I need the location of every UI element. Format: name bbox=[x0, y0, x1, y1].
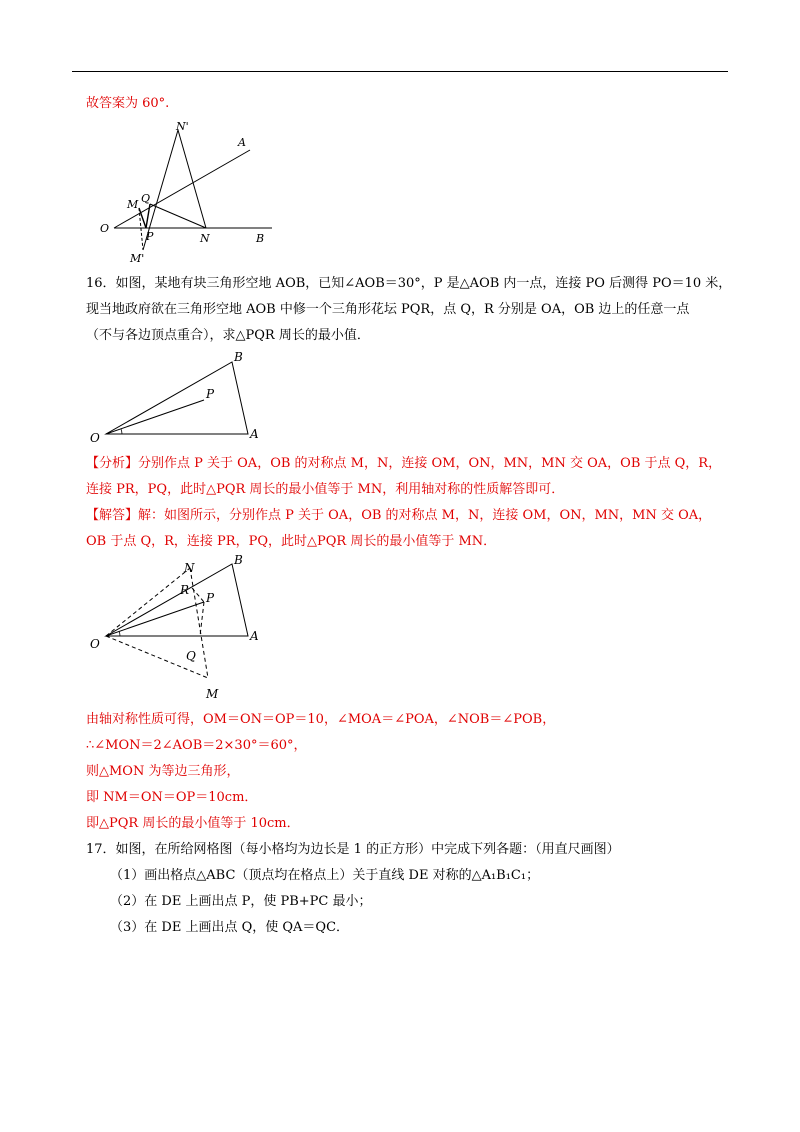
q16-line-1: 16．如图，某地有块三角形空地 AOB，已知∠AOB＝30°，P 是△AOB 内一点，连接 PO 后测得 PO＝10 米， bbox=[86, 276, 732, 291]
analysis-line-1: 【分析】分别作点 P 关于 OA，OB 的对称点 M，N，连接 OM，ON，MN，MN 交 OA，OB 于点 Q，R， bbox=[86, 456, 722, 471]
label-p: P bbox=[206, 591, 215, 605]
label-r: R bbox=[180, 583, 190, 597]
solution-line-1: 【解答】解：如图所示，分别作点 P 关于 OA，OB 的对称点 M，N，连接 OM，ON，MN，MN 交 OA， bbox=[86, 508, 712, 523]
derivation-line-4: 即 NM＝ON＝OP＝10cm． bbox=[86, 790, 258, 805]
label-b: B bbox=[256, 232, 265, 245]
q17-item-2: （2）在 DE 上画出点 P，使 PB+PC 最小； bbox=[110, 894, 372, 909]
label-o: O bbox=[100, 222, 110, 235]
label-m: M bbox=[206, 687, 219, 701]
label-n: N bbox=[200, 232, 210, 245]
figure-reflection-previous bbox=[90, 116, 280, 268]
analysis-line-2: 连接 PR，PQ，此时△PQR 周长的最小值等于 MN，利用轴对称的性质解答即可． bbox=[86, 482, 565, 497]
label-n: N bbox=[184, 561, 195, 575]
header-rule bbox=[72, 71, 728, 72]
q16-line-3: （不与各边顶点重合），求△PQR 周长的最小值． bbox=[86, 328, 370, 343]
label-m-prime: M' bbox=[130, 252, 145, 265]
label-q: Q bbox=[141, 192, 151, 205]
derivation-line-5: 即△PQR 周长的最小值等于 10cm． bbox=[86, 816, 300, 831]
label-n-prime: N' bbox=[176, 120, 189, 133]
label-a: A bbox=[250, 427, 259, 441]
label-b: B bbox=[234, 553, 243, 567]
label-p: P bbox=[146, 230, 154, 243]
label-m: M bbox=[127, 198, 139, 211]
solution-line-2: OB 于点 Q，R，连接 PR，PQ，此时△PQR 周长的最小值等于 MN． bbox=[86, 534, 497, 549]
previous-answer: 故答案为 60°. bbox=[86, 96, 170, 111]
derivation-line-1: 由轴对称性质可得，OM＝ON＝OP＝10，∠MOA＝∠POA，∠NOB＝∠POB， bbox=[86, 712, 556, 727]
figure-triangle-aob bbox=[86, 348, 276, 448]
q17-item-1: （1）画出格点△ABC（顶点均在格点上）关于直线 DE 对称的△A₁B₁C₁； bbox=[110, 868, 540, 883]
label-q: Q bbox=[186, 649, 196, 663]
label-o: O bbox=[90, 431, 100, 445]
figure-solution-construction bbox=[86, 552, 276, 704]
q17-intro: 17．如图，在所给网格图（每小格均为边长是 1 的正方形）中完成下列各题：（用直尺画图） bbox=[86, 842, 620, 857]
label-a: A bbox=[238, 136, 246, 149]
derivation-line-2: ∴∠MON＝2∠AOB＝2×30°＝60°， bbox=[86, 738, 307, 753]
label-b: B bbox=[234, 350, 243, 364]
label-o: O bbox=[90, 637, 100, 651]
derivation-line-3: 则△MON 为等边三角形， bbox=[86, 764, 240, 779]
label-p: P bbox=[206, 387, 215, 401]
q16-line-2: 现当地政府欲在三角形空地 AOB 中修一个三角形花坛 PQR，点 Q，R 分别是 OA，OB 边上的任意一点 bbox=[86, 302, 690, 317]
label-a: A bbox=[250, 629, 259, 643]
q17-item-3: （3）在 DE 上画出点 Q，使 QA＝QC． bbox=[110, 920, 350, 935]
